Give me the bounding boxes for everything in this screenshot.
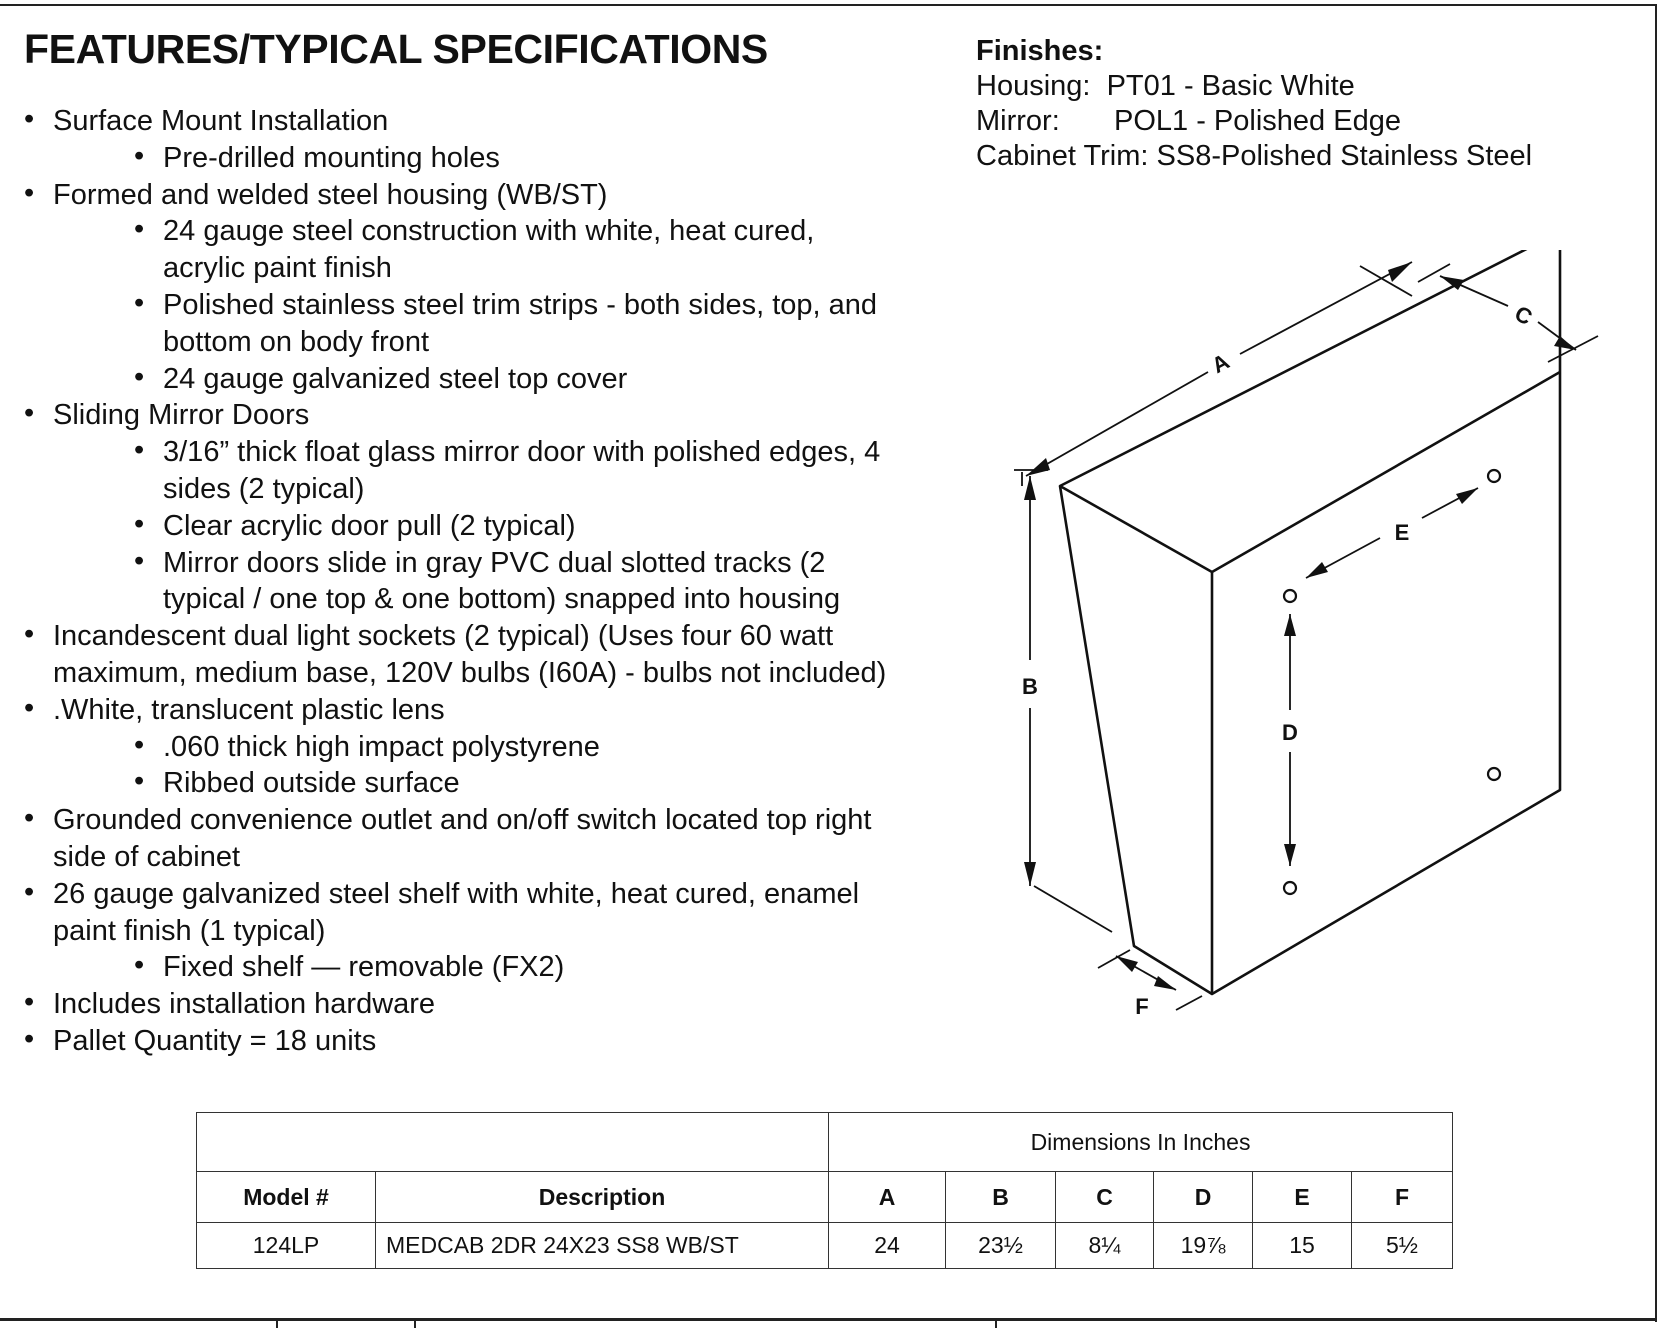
finish-trim-label: Cabinet Trim: [976,140,1149,172]
screw-hole-icon [1488,470,1500,482]
col-header-description: Description [376,1172,829,1223]
cabinet-edge [1060,486,1212,572]
feature-text-line: typical / one top & one bottom) snapped into housing [163,583,841,616]
arrow-head [1306,562,1328,578]
finish-housing-value: PT01 - Basic White [1106,70,1355,102]
bullet-icon: • [24,618,35,651]
feature-item [22,177,942,214]
cabinet-edge [1212,372,1560,572]
dim-label-a: A [1207,348,1234,379]
col-header-a: A [829,1172,946,1223]
cell-c: 8¼ [1056,1223,1154,1269]
bullet-icon: • [134,949,145,982]
screw-hole-icon [1488,768,1500,780]
arrow-head [1154,976,1176,990]
bottom-tick [414,1321,416,1328]
table-group-header-row [197,1113,1453,1172]
dim-label-b: B [1022,674,1038,699]
feature-item [22,692,942,729]
feature-text-line: .060 thick high impact polystyrene [163,730,600,763]
feature-text-line: bottom on body front [163,325,429,358]
finish-housing-label: Housing: [976,70,1091,102]
arrow-head [1026,458,1050,476]
dim-b-ext [1034,886,1112,932]
bullet-icon: • [134,139,145,172]
feature-text-line: acrylic paint finish [163,252,392,285]
feature-text-line: Pallet Quantity = 18 units [53,1024,377,1057]
table-blank-cell [197,1113,829,1172]
dimensions-table [196,1112,1453,1269]
feature-text-line: Includes installation hardware [53,988,436,1021]
feature-list [22,103,942,1060]
dim-label-f: F [1135,994,1149,1019]
arrow-head [1284,614,1296,636]
table-group-header: Dimensions In Inches [829,1113,1453,1172]
feature-item [22,618,942,692]
feature-text-line: Formed and welded steel housing (WB/ST) [53,178,608,211]
dim-f-ext [1176,996,1202,1010]
table-row [197,1223,1453,1269]
bullet-icon: • [134,360,145,393]
feature-subitem [22,949,942,986]
bullet-icon: • [134,507,145,540]
feature-subitem [22,361,942,398]
arrow-head [1456,488,1478,504]
cell-b: 23½ [946,1223,1056,1269]
arrow-head [1024,476,1036,500]
finish-housing [976,69,1532,104]
finishes-block [976,34,1532,174]
finishes-title: Finishes: [976,35,1104,67]
arrow-head [1024,862,1036,886]
col-header-c: C [1056,1172,1154,1223]
finish-mirror-label: Mirror: [976,105,1060,137]
feature-text-line: maximum, medium base, 120V bulbs (I60A) - bulbs not included) [53,656,887,689]
feature-text-line: Sliding Mirror Doors [53,399,310,432]
feature-subitem [22,729,942,766]
feature-text-line: Grounded convenience outlet and on/off switch located top right [53,804,872,837]
bullet-icon: • [24,875,35,908]
cell-e: 15 [1253,1223,1352,1269]
bullet-icon: • [134,728,145,761]
bullet-icon: • [134,765,145,798]
feature-item [22,802,942,876]
cabinet-diagram [1000,250,1620,1030]
finish-trim [976,139,1532,174]
arrow-head [1554,336,1576,350]
feature-text-line: .White, translucent plastic lens [53,693,445,726]
feature-text-line: Clear acrylic door pull (2 typical) [163,509,576,542]
col-header-b: B [946,1172,1056,1223]
feature-text-line: Surface Mount Installation [53,105,389,137]
feature-subitem [22,508,942,545]
feature-text-line: 24 gauge steel construction with white, heat cured, [163,215,815,248]
bullet-icon: • [24,397,35,430]
bottom-tick [995,1321,997,1328]
feature-text-line: paint finish (1 typical) [53,914,326,947]
cell-f: 5½ [1352,1223,1453,1269]
feature-item [22,103,942,140]
cell-a: 24 [829,1223,946,1269]
bottom-tick [276,1321,278,1328]
feature-item [22,1023,942,1060]
bullet-icon: • [134,286,145,319]
col-header-model: Model # [197,1172,376,1223]
dim-label-d: D [1282,720,1298,745]
feature-text-line: Ribbed outside surface [163,767,460,800]
col-header-e: E [1253,1172,1352,1223]
dim-a-ext [1360,266,1412,296]
bullet-icon: • [24,802,35,835]
cell-d: 19⅞ [1154,1223,1253,1269]
finish-trim-value: SS8-Polished Stainless Steel [1156,140,1533,172]
cell-description: MEDCAB 2DR 24X23 SS8 WB/ST [376,1223,829,1269]
finish-mirror [976,104,1532,139]
bullet-icon: • [24,691,35,724]
feature-text-line: side of cabinet [53,840,241,873]
bullet-icon: • [134,434,145,467]
arrow-head [1116,956,1138,972]
feature-subitem [22,545,942,619]
dim-label-c: C [1510,300,1537,331]
bullet-icon: • [24,986,35,1019]
screw-hole-icon [1284,882,1296,894]
bottom-rule [0,1318,1657,1321]
cell-model: 124LP [197,1223,376,1269]
dim-a-line [1240,262,1412,354]
feature-text-line: 24 gauge galvanized steel top cover [163,362,628,395]
feature-text-line: Pre-drilled mounting holes [163,141,500,174]
table-header-row [197,1172,1453,1223]
bullet-icon: • [24,103,35,135]
screw-hole-icon [1284,590,1296,602]
feature-text-line: 3/16” thick float glass mirror door with polished edges, 4 [163,436,881,469]
cabinet-outline [1060,250,1560,994]
bullet-icon: • [134,213,145,246]
col-header-f: F [1352,1172,1453,1223]
finish-mirror-value: POL1 - Polished Edge [1114,105,1401,137]
page-title: FEATURES/TYPICAL SPECIFICATIONS [24,26,768,72]
feature-text-line: Fixed shelf — removable (FX2) [163,951,565,984]
feature-item [22,397,942,434]
feature-subitem [22,287,942,361]
feature-text-line: Polished stainless steel trim strips - both sides, top, and [163,288,878,321]
arrow-head [1388,262,1412,282]
bullet-icon: • [24,1022,35,1055]
feature-text-line: 26 gauge galvanized steel shelf with white, heat cured, enamel [53,877,860,910]
bullet-icon: • [24,176,35,209]
feature-subitem [22,140,942,177]
arrow-head [1284,844,1296,866]
feature-text-line: Mirror doors slide in gray PVC dual slotted tracks (2 [163,546,826,579]
feature-item [22,876,942,950]
feature-text-line: sides (2 typical) [163,472,365,505]
bullet-icon: • [134,544,145,577]
feature-text-line: Incandescent dual light sockets (2 typical) (Uses four 60 watt [53,620,834,653]
dim-label-e: E [1394,520,1410,545]
feature-subitem [22,213,942,287]
feature-subitem [22,765,942,802]
feature-item [22,986,942,1023]
col-header-d: D [1154,1172,1253,1223]
feature-subitem [22,434,942,508]
